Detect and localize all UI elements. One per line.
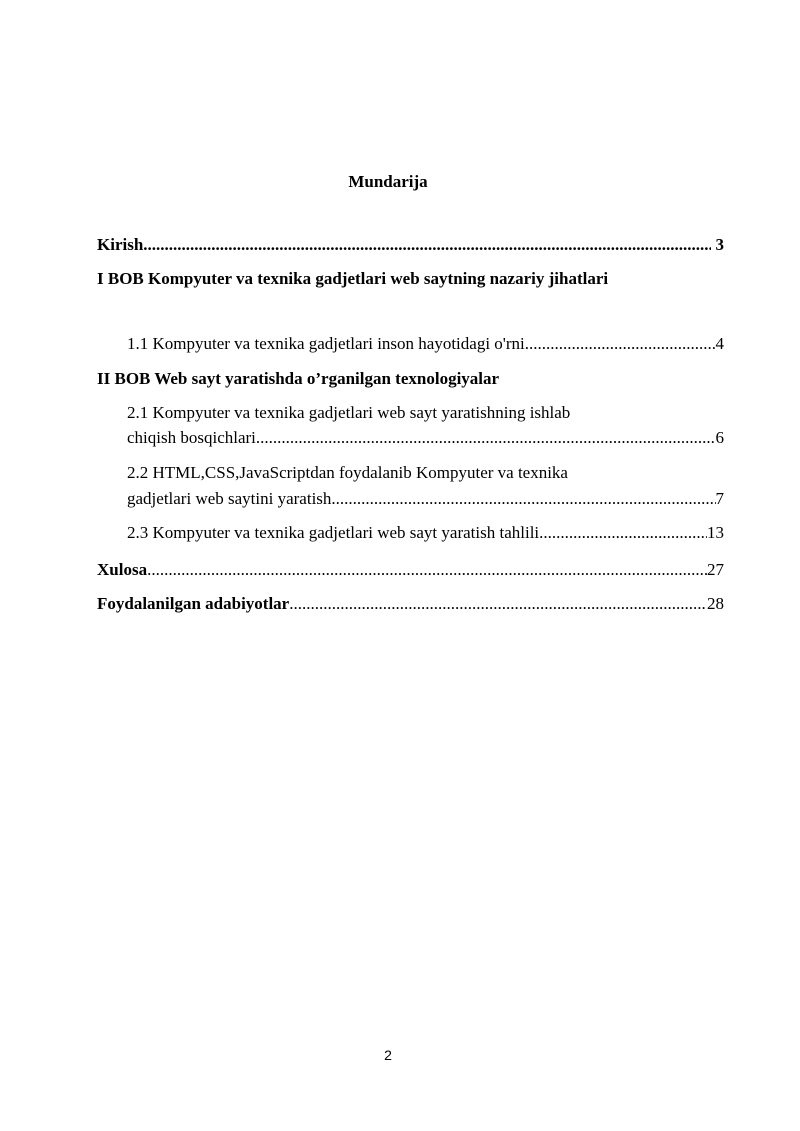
toc-entry-kirish[interactable]: [97, 234, 724, 256]
toc-page-number: 3: [715, 235, 724, 254]
toc-leader-dots: [147, 559, 707, 581]
toc-label: 1.1 Kompyuter va texnika gadjetlari inson hayotidagi o'rni: [127, 334, 525, 353]
toc-chapter-1[interactable]: I BOB Kompyuter va texnika gadjetlari web saytning nazariy jihatlari: [97, 269, 609, 288]
toc-page-number: 4: [715, 334, 724, 353]
toc-label: 2.3 Kompyuter va texnika gadjetlari web sayt yaratish tahlili: [127, 523, 540, 542]
toc-entry-2-2-line1[interactable]: 2.2 HTML,CSS,JavaScriptdan foydalanib Kompyuter va texnika: [127, 463, 568, 482]
toc-entry-adabiyotlar[interactable]: [97, 593, 724, 615]
toc-page-number: 27: [707, 560, 724, 579]
toc-entry-2-2[interactable]: [127, 488, 724, 510]
toc-label: Foydalanilgan adabiyotlar: [97, 594, 290, 613]
toc-chapter-2[interactable]: II BOB Web sayt yaratishda o’rganilgan texnologiyalar: [97, 369, 500, 388]
toc-entry-xulosa[interactable]: [97, 559, 724, 581]
toc-page-number: 28: [707, 594, 724, 613]
toc-label: Kirish: [97, 235, 144, 254]
toc-leader-dots: [539, 522, 707, 544]
toc-leader-dots: [525, 333, 716, 355]
toc-leader-dots: [289, 593, 707, 615]
toc-leader-dots: [331, 488, 715, 510]
toc-label: Xulosa: [97, 560, 148, 579]
toc-label: gadjetlari web saytini yaratish: [127, 489, 332, 508]
page-title: Mundarija: [348, 172, 428, 191]
toc-entry-2-3[interactable]: [127, 522, 724, 544]
toc-entry-1-1[interactable]: [127, 333, 724, 355]
toc-page-number: 13: [707, 523, 724, 542]
toc-leader-dots: [143, 234, 711, 256]
toc-entry-2-1-line1[interactable]: 2.1 Kompyuter va texnika gadjetlari web sayt yaratishning ishlab: [127, 403, 571, 422]
page-number: 2: [384, 1047, 392, 1063]
toc-entry-2-1[interactable]: [127, 427, 724, 449]
toc-page-number: 6: [715, 428, 724, 447]
toc-page-number: 7: [715, 489, 724, 508]
toc-leader-dots: [256, 427, 716, 449]
toc-label: chiqish bosqichlari: [127, 428, 256, 447]
